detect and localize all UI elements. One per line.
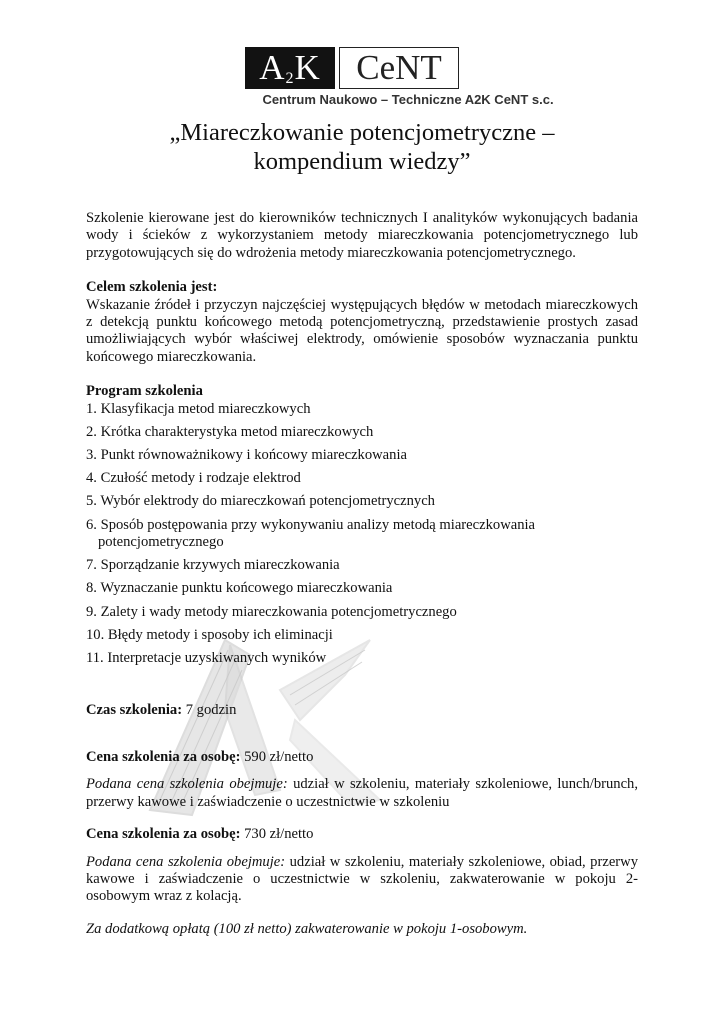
intro-paragraph: Szkolenie kierowane jest do kierowników technicznych I analityków wykonujących badania wody i ścieków z wykorzystaniem metody miareczkowania potencjometrycznego lub przygotowujących się do wdrożenia metody miareczkowania potencjometrycznego. <box>86 210 638 261</box>
price-2-includes <box>86 854 638 906</box>
logo-a2k-block <box>245 47 335 89</box>
program-item-6-continuation: potencjometrycznego <box>98 534 224 551</box>
price-1-value: 590 zł/netto <box>240 748 314 765</box>
program-item: 3. Punkt równoważnikowy i końcowy miareczkowania <box>86 447 407 464</box>
duration-label: Czas szkolenia: <box>86 701 183 718</box>
price-1-includes-label: Podana cena szkolenia obejmuje: <box>86 776 288 793</box>
document-title <box>0 118 724 176</box>
price-1-line <box>86 749 638 766</box>
program-item: 4. Czułość metody i rodzaje elektrod <box>86 470 301 487</box>
duration-line <box>86 702 638 719</box>
goal-section <box>86 279 638 366</box>
price-2-label: Cena szkolenia za osobę: <box>86 826 241 843</box>
company-subtitle: Centrum Naukowo – Techniczne A2K CeNT s.c. <box>262 92 554 107</box>
program-item: 11. Interpretacje uzyskiwanych wyników <box>86 650 327 667</box>
price-2-includes-label: Podana cena szkolenia obejmuje: <box>86 853 286 870</box>
goal-heading: Celem szkolenia jest: <box>86 279 218 296</box>
program-heading: Program szkolenia <box>86 383 203 400</box>
price-1-label: Cena szkolenia za osobę: <box>86 748 241 765</box>
logo-cent-block: CeNT <box>339 47 459 89</box>
program-item: 1. Klasyfikacja metod miareczkowych <box>86 400 311 417</box>
goal-text: Wskazanie źródeł i przyczyn najczęściej występujących błędów w metodach miareczkowych z detekcją punktu końcowego metodą potencjometryczną, przedstawienie prostych zasad umożliwiających wybór właściwej elektrody, omówienie sposobów wyznaczania punktu końcowego miareczkowania. <box>86 296 638 365</box>
program-item: 2. Krótka charakterystyka metod miareczkowych <box>86 423 374 440</box>
title-line-2: kompendium wiedzy” <box>253 148 471 175</box>
logo-subscript: 2 <box>285 70 295 87</box>
duration-value: 7 godzin <box>182 701 237 718</box>
program-item <box>86 517 638 552</box>
logo-letter-k: K <box>294 48 321 87</box>
program-item: 10. Błędy metody i sposoby ich eliminacji <box>86 626 333 643</box>
price-1-includes-text: udział w szkoleniu, materiały szkoleniowe, lunch/brunch, przerwy kawowe i zaświadczenie o uczestnictwie w szkoleniu <box>86 776 638 810</box>
program-item-6-text: 6. Sposób postępowania przy wykonywaniu analizy metodą miareczkowania <box>86 516 536 533</box>
document-body <box>86 210 638 938</box>
program-item: 5. Wybór elektrody do miareczkowań potencjometrycznych <box>86 493 435 510</box>
logo-letter-a: A <box>259 48 286 87</box>
title-line-1: „Miareczkowanie potencjometryczne – <box>169 119 555 146</box>
program-section <box>86 383 638 667</box>
price-2-includes-text: udział w szkoleniu, materiały szkoleniowe, obiad, przerwy kawowe i zaświadczenie o uczestnictwie w szkoleniu, zakwaterowanie w pokoju 2-osobowym wraz z kolacją. <box>86 853 638 905</box>
program-item: 9. Zalety i wady metody miareczkowania potencjometrycznego <box>86 603 457 620</box>
price-1-includes <box>86 776 638 811</box>
price-2-value: 730 zł/netto <box>240 826 314 843</box>
program-item: 7. Sporządzanie krzywych miareczkowania <box>86 557 340 574</box>
program-list <box>86 401 638 668</box>
price-2-line <box>86 826 638 843</box>
single-room-footnote: Za dodatkową opłatą (100 zł netto) zakwaterowanie w pokoju 1-osobowym. <box>86 920 528 937</box>
company-logo <box>245 47 463 89</box>
program-item: 8. Wyznaczanie punktu końcowego miareczkowania <box>86 580 393 597</box>
